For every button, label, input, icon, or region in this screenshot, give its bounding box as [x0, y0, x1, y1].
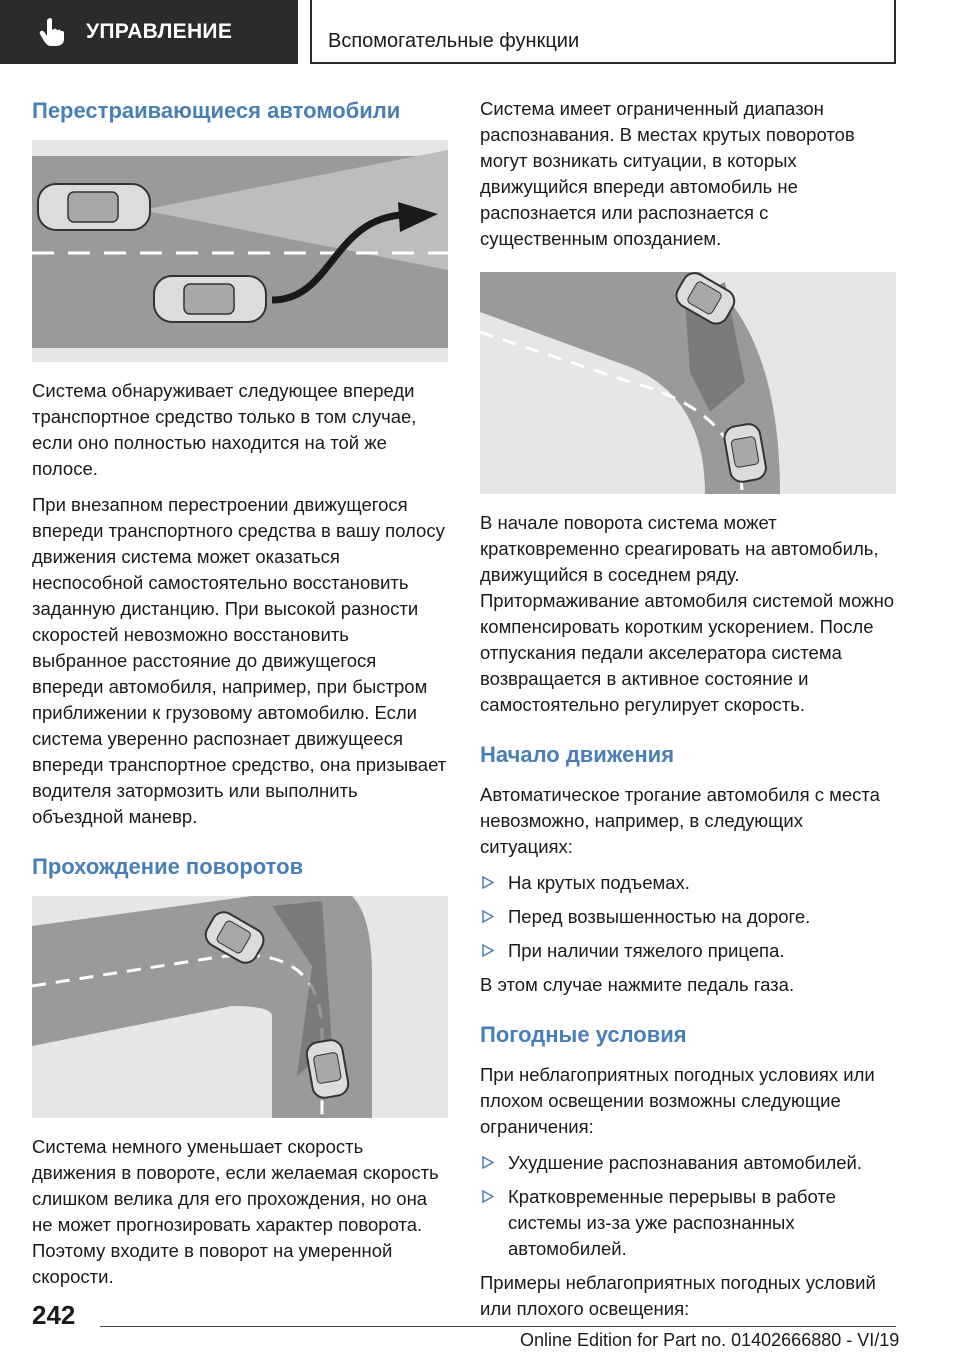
heading-lane-change: Перестраивающиеся автомобили	[32, 98, 401, 123]
lane-change-illustration	[32, 140, 448, 362]
paragraph: Система имеет ограниченный диапазон распознавания. В местах крутых поворотов могут возникать ситуации, в которых движущийся впереди автомобиль не распознается или распознается с существенным опозданием.	[480, 98, 855, 249]
triangle-bullet-icon	[482, 876, 494, 889]
list-item	[480, 904, 896, 930]
edition-text: Online Edition for Part no. 01402666880 - VI/19	[520, 1330, 900, 1350]
list-item-text: На крутых подъемах.	[508, 872, 690, 893]
triangle-bullet-icon	[482, 1156, 494, 1169]
paragraph: При неблагоприятных погодных условиях или плохом освещении возможны следующие ограничения:	[480, 1064, 875, 1137]
subsection-box	[310, 0, 896, 64]
list-item	[480, 1150, 896, 1176]
paragraph: Примеры неблагоприятных погодных условий или плохого освещения:	[480, 1272, 876, 1319]
triangle-bullet-icon	[482, 1190, 494, 1203]
own-car-icon	[154, 276, 266, 322]
section-title: УПРАВЛЕНИЕ	[86, 20, 233, 43]
triangle-bullet-icon	[482, 910, 494, 923]
hand-pointer-icon	[38, 17, 66, 47]
list-item	[480, 938, 896, 964]
list-item-text: При наличии тяжелого прицепа.	[508, 940, 785, 961]
car-ahead-icon	[38, 184, 150, 230]
triangle-bullet-icon	[482, 944, 494, 957]
list-item-text: Кратковременные перерывы в работе системы из-за уже распознанных автомобилей.	[508, 1186, 836, 1259]
section-tab	[0, 0, 298, 64]
curve-illustration-right	[480, 272, 896, 494]
heading-weather: Погодные условия	[480, 1022, 687, 1047]
list-item-text: Ухудшение распознавания автомобилей.	[508, 1152, 863, 1173]
paragraph: В начале поворота система может кратковременно среагировать на автомобиль, движущийся в соседнем ряду. Притормаживание автомобиля системой можно компенсировать коротким ускорением. После отпускания педали акселератора система возвращается в активное состояние и самостоятельно регулирует скорость.	[480, 512, 895, 715]
list-item-text: Перед возвышенностью на дороге.	[508, 906, 811, 927]
left-column	[32, 96, 448, 1300]
page-number: 242	[32, 1300, 76, 1330]
footer-divider	[100, 1326, 896, 1327]
list-item	[480, 1184, 896, 1262]
paragraph: Система немного уменьшает скорость движения в повороте, если желаемая скорость слишком велика для его прохождения, но она не может прогнозировать характер поворота. Поэтому входите в поворот на умеренной скорости.	[32, 1136, 439, 1287]
paragraph: При внезапном перестроении движущегося впереди транспортного средства в вашу полосу движения система может оказаться неспособной самостоятельно восстановить заданную дистанцию. При высокой разности скоростей невозможно восстановить выбранное расстояние до движущегося впереди автомобиля, например, при быстром приближении к грузовому автомобилю. Если система уверенно распознает движущееся впереди транспортное средство, она призывает водителя затормозить или выполнить объездной маневр.	[32, 494, 447, 827]
heading-curves: Прохождение поворотов	[32, 854, 304, 879]
paragraph: Автоматическое трогание автомобиля с места невозможно, например, в следующих ситуациях:	[480, 784, 880, 857]
paragraph: В этом случае нажмите педаль газа.	[480, 974, 795, 995]
heading-start: Начало движения	[480, 742, 675, 767]
list-item	[480, 870, 896, 896]
paragraph: Система обнаруживает следующее впереди транспортное средство только в том случае, если оно полностью находится на той же полосе.	[32, 380, 417, 479]
curve-illustration-left	[32, 896, 448, 1118]
right-column	[480, 96, 896, 1332]
subsection-title: Вспомогательные функции	[328, 30, 580, 52]
